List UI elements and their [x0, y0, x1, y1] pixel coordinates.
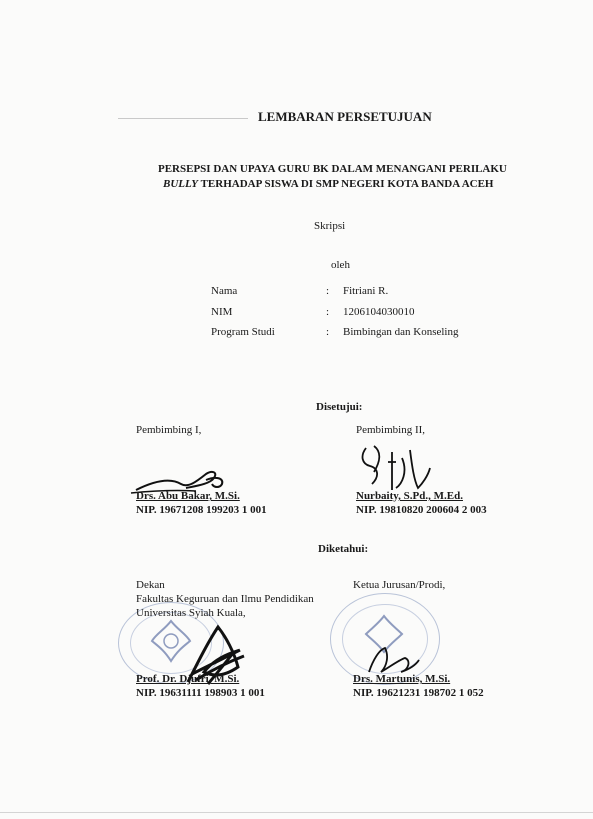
author-nim-value: 1206104030010: [343, 306, 415, 318]
italic-word: BULLY: [163, 178, 199, 190]
page-heading: LEMBARAN PERSETUJUAN: [258, 109, 432, 124]
head-name: Drs. Martunis, M.Si.: [353, 673, 451, 685]
document-type: Skripsi: [314, 220, 346, 232]
dean-university: Universitas Syiah Kuala,: [136, 607, 246, 619]
known-heading: Diketahui:: [318, 543, 369, 555]
signature-advisor2: [352, 442, 442, 497]
head-nip: NIP. 19621231 198702 1 052: [353, 687, 484, 699]
title-line2-rest: TERHADAP SISWA DI SMP NEGERI KOTA BANDA ACEH: [198, 178, 494, 190]
author-nim-label: NIM: [211, 306, 233, 318]
author-program-sep: :: [326, 326, 330, 338]
author-program-value: Bimbingan dan Konseling: [343, 326, 459, 338]
author-nim-sep: :: [326, 306, 330, 318]
advisor2-nip: NIP. 19810820 200604 2 003: [356, 504, 487, 516]
advisor1-role: Pembimbing I,: [136, 424, 202, 436]
author-program-label: Program Studi: [211, 326, 275, 338]
advisor2-role: Pembimbing II,: [356, 424, 426, 436]
head-role: Ketua Jurusan/Prodi,: [353, 579, 446, 591]
dean-nip: NIP. 19631111 198903 1 001: [136, 687, 265, 699]
dean-faculty: Fakultas Keguruan dan Ilmu Pendidikan: [136, 593, 314, 605]
bottom-edge-line: [0, 812, 593, 813]
dean-role: Dekan: [136, 579, 165, 591]
author-name-label: Nama: [211, 285, 238, 297]
dean-name: Prof. Dr. Djufri, M.Si.: [136, 673, 240, 685]
advisor1-name: Drs. Abu Bakar, M.Si.: [136, 490, 240, 502]
approval-heading: Disetujui:: [316, 401, 363, 413]
advisor1-nip: NIP. 19671208 199203 1 001: [136, 504, 267, 516]
thesis-title-line1: PERSEPSI DAN UPAYA GURU BK DALAM MENANGANI PERILAKU: [158, 163, 507, 175]
author-name-sep: :: [326, 285, 330, 297]
by-label: oleh: [331, 259, 350, 271]
advisor2-name: Nurbaity, S.Pd., M.Ed.: [356, 490, 463, 502]
decorative-rule: [118, 118, 248, 119]
author-name-value: Fitriani R.: [343, 285, 389, 297]
thesis-title-line2: [163, 178, 493, 190]
